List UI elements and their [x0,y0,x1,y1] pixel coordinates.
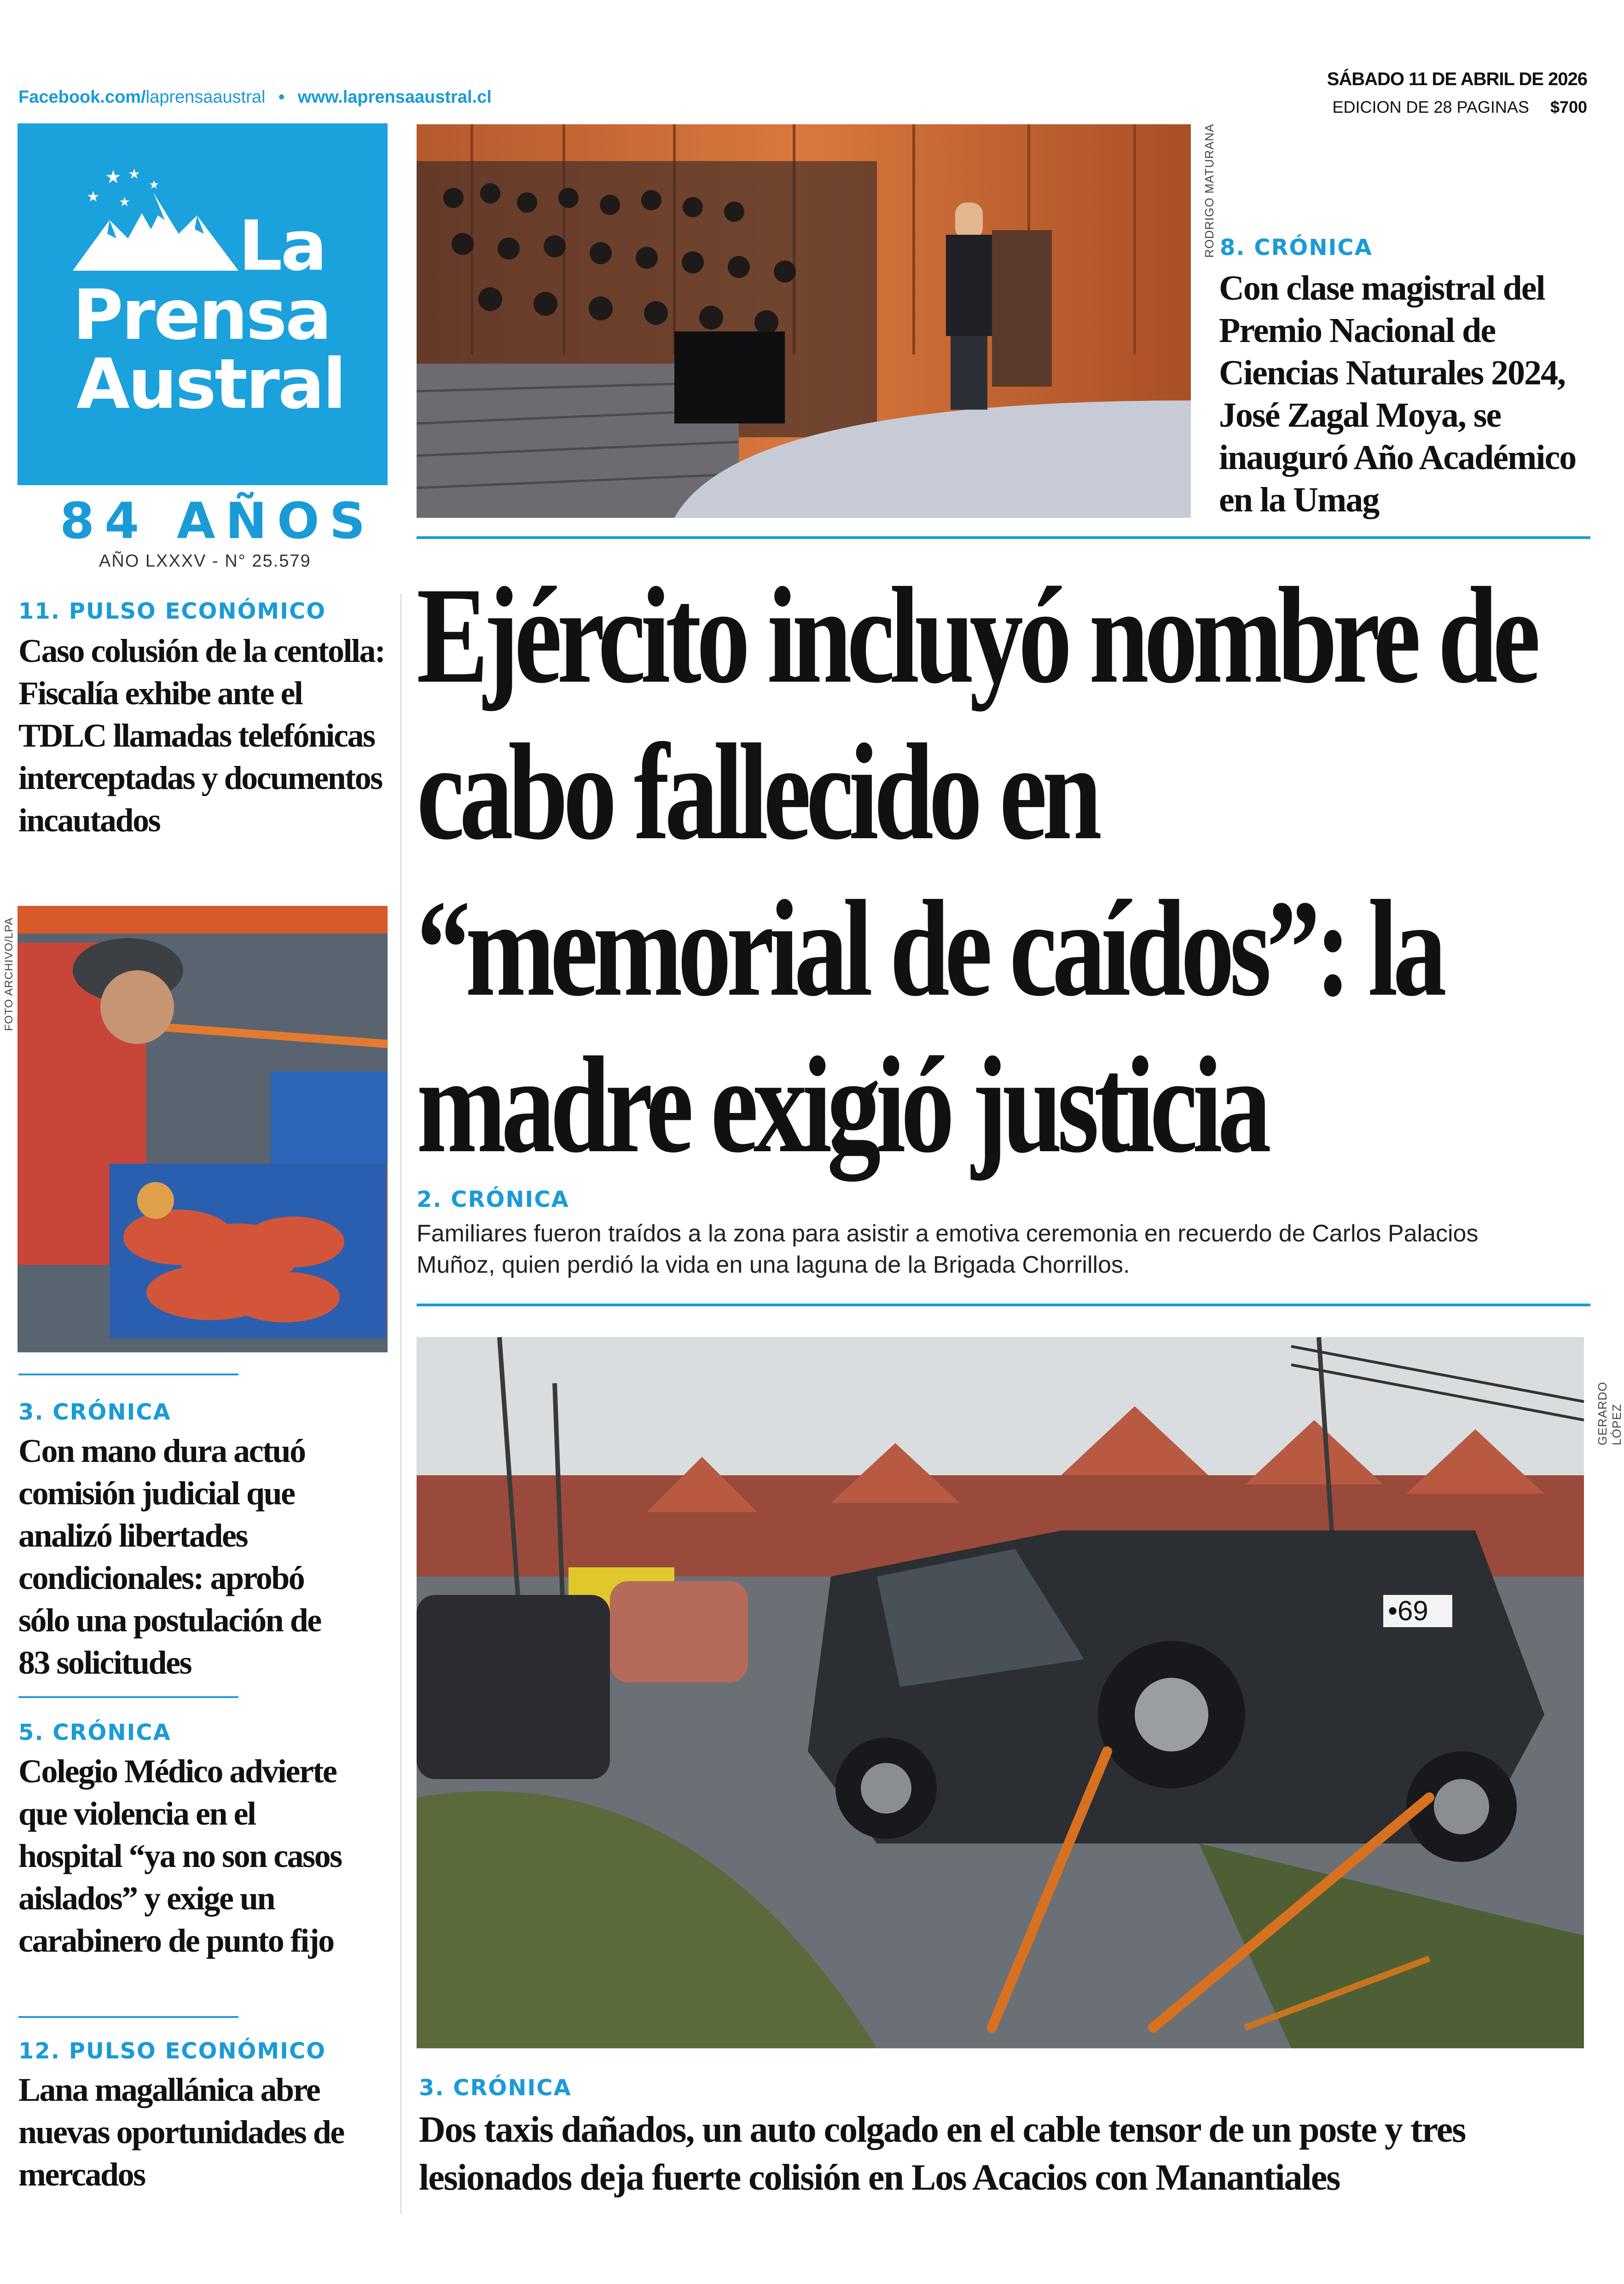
accident-photo[interactable] [417,1337,1584,2048]
lead-divider [417,1304,1590,1306]
sidebar-story4-section[interactable]: 12. PULSO ECONÓMICO [18,2038,326,2064]
crab-photo[interactable] [17,906,388,1352]
edition-pages: EDICION DE 28 PAGINAS [1332,98,1529,116]
accident-headline[interactable]: Dos taxis dañados, un auto colgado en el cable tensor de un poste y tres lesionados deja fuerte colisión en Los Acacios con Manantiales [419,2110,1466,2198]
svg-text:★: ★ [87,188,100,205]
lecture-hall-image [417,124,1191,518]
lead-summary: Familiares fueron traídos a la zona para asistir a emotiva ceremonia en recuerdo de Carlos Palacios Muñoz, quien perdió la vida en una laguna de la Brigada Chorrillos. [417,1220,1479,1278]
svg-text:★: ★ [105,167,122,187]
sidebar-story1-headline[interactable]: Caso colusión de la centolla: Fiscalía exhibe ante el TDLC llamadas telefónicas interceptadas y documentos incautados [18,632,385,839]
logo-text-la: La [238,206,325,286]
sidebar-story4-headline[interactable]: Lana magallánica abre nuevas oportunidades de mercados [18,2071,344,2193]
sidebar-story3-section[interactable]: 5. CRÓNICA [18,1720,171,1745]
sidebar-divider-1 [18,1374,238,1375]
volume-number: AÑO LXXXV - N° 25.579 [99,551,311,571]
edition-info [1332,98,1587,117]
lecture-hall-photo[interactable] [417,124,1191,518]
mountain-logo-icon [73,165,238,275]
svg-text:★: ★ [119,195,131,209]
website-link[interactable]: www.laprensaaustral.cl [297,87,492,107]
svg-text:★: ★ [149,178,160,191]
lead-section[interactable]: 2. CRÓNICA [417,1187,569,1212]
column-divider [400,594,401,2214]
sidebar-story2-headline[interactable]: Con mano dura actuó comisión judicial que analizó libertades condicionales: aprobó sólo una postulación de 83 solicitudes [18,1432,321,1681]
logo-text-austral: Austral [76,344,345,424]
accident-image [417,1337,1584,2048]
lead-headline[interactable]: Ejército incluyó nombre de cabo fallecido en “memorial de caídos”: la madre exigió justicia [417,559,1536,1181]
sidebar-story1-section[interactable]: 11. PULSO ECONÓMICO [18,598,326,624]
license-plate-text: •69 [1388,1595,1428,1626]
sidebar-story2-section[interactable]: 3. CRÓNICA [18,1399,171,1425]
top-story-headline[interactable]: Con clase magistral del Premio Nacional de Ciencias Naturales 2024, José Zagal Moya, se inauguró Año Académico en la Umag [1219,269,1576,519]
svg-text:★: ★ [128,167,140,182]
social-links [18,87,492,107]
accident-section[interactable]: 3. CRÓNICA [419,2075,572,2101]
sidebar-divider-2 [18,1696,238,1698]
anniversary-label: 84 AÑOS [60,493,376,550]
top-story-section[interactable]: 8. CRÓNICA [1220,235,1373,261]
issue-date: SÁBADO 11 DE ABRIL DE 2026 [1327,69,1587,89]
separator-dot: • [278,87,285,107]
accident-photo-credit: GERARDO LÓPEZ [1595,1381,1624,1445]
sidebar-divider-3 [18,2016,238,2018]
top-photo-credit: RODRIGO MATURANA [1202,123,1216,258]
crab-image [17,906,388,1352]
top-divider [417,536,1590,539]
sidebar-story3-headline[interactable]: Colegio Médico advierte que violencia en el hospital “ya no son casos aislados” y exige un carabinero de punto fijo [18,1753,342,1959]
crab-photo-credit: FOTO ARCHIVO/LPA [3,917,15,1031]
logo-text-prensa: Prensa [73,275,330,355]
logo-box[interactable] [17,123,388,485]
price: $700 [1550,98,1587,116]
facebook-link[interactable]: Facebook.com/laprensaaustral [18,87,266,107]
